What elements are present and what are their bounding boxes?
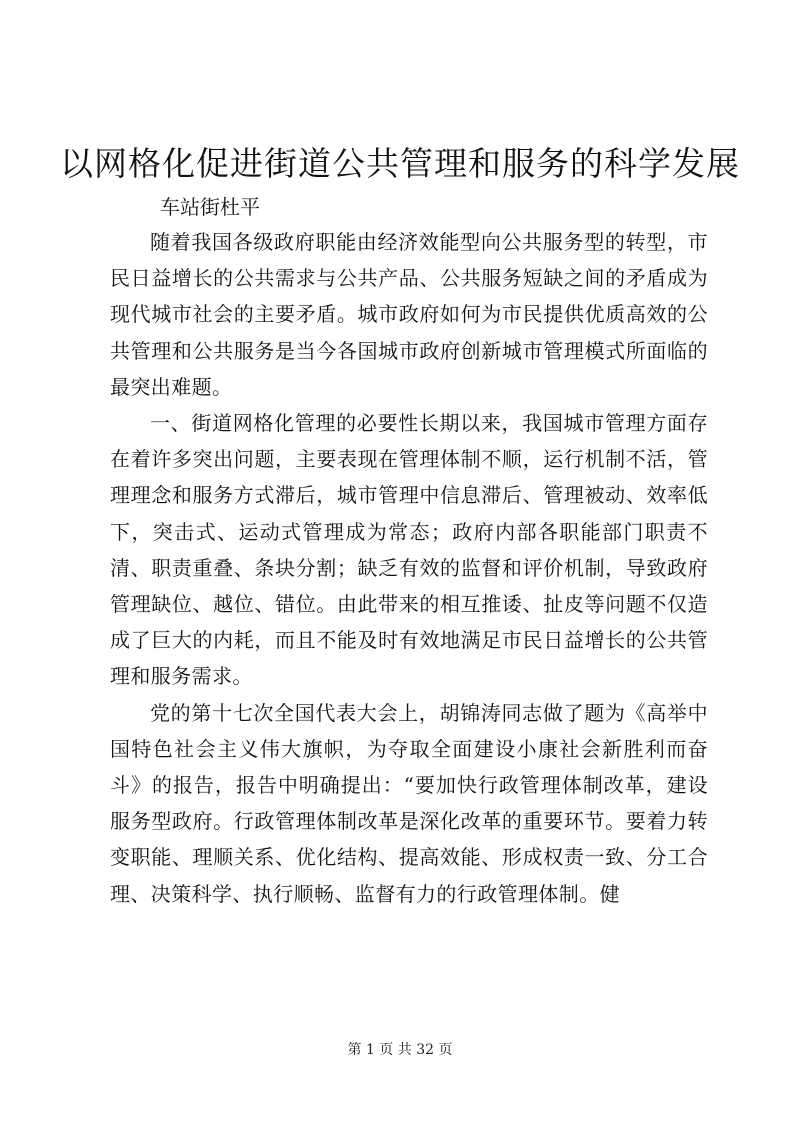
paragraph-necessity: 一、街道网格化管理的必要性长期以来，我国城市管理方面存在着许多突出问题，主要表现在管理体制不顺，运行机制不活，管理理念和服务方式滞后，城市管理中信息滞后、管理被动、效率低下，突击式、运动式管理成为常态；政府内部各职能部门职责不清、职责重叠、条块分割；缺乏有效的监督和评价机制，导致政府管理缺位、越位、错位。由此带来的相互推诿、扯皮等问题不仅造成了巨大的内耗，而且不能及时有效地满足市民日益增长的公共管理和服务需求。	[110, 411, 708, 689]
paragraph-party-congress: 党的第十七次全国代表大会上，胡锦涛同志做了题为《高举中国特色社会主义伟大旗帜，为夺取全面建设小康社会新胜利而奋斗》的报告，报告中明确提出：“要加快行政管理体制改革，建设服务型政府。行政管理体制改革是深化改革的重要环节。要着力转变职能、理顺关系、优化结构、提高效能、形成权责一致、分工合理、决策科学、执行顺畅、监督有力的行政管理体制。健	[110, 700, 708, 906]
author-line: 车站街杜平	[160, 195, 260, 219]
document-title: 以网格化促进街道公共管理和服务的科学发展	[60, 144, 740, 183]
document-body	[110, 224, 708, 912]
paragraph-intro: 随着我国各级政府职能由经济效能型向公共服务型的转型，市民日益增长的公共需求与公共产品、公共服务短缺之间的矛盾成为现代城市社会的主要矛盾。城市政府如何为市民提供优质高效的公共管理和公共服务是当今各国城市政府创新城市管理模式所面临的最突出难题。	[110, 230, 708, 399]
page-number-footer: 第 1 页 共 32 页	[347, 1042, 453, 1058]
